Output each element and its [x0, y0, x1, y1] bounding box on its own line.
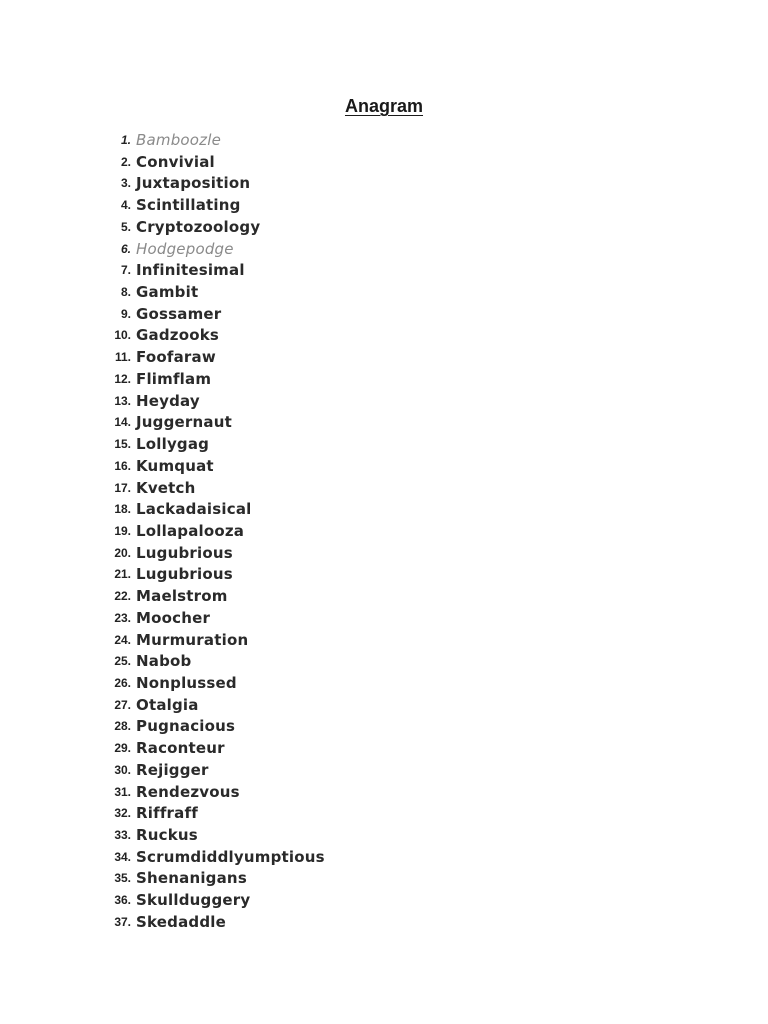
- item-word: Rendezvous: [136, 782, 240, 801]
- item-word: Convivial: [136, 152, 215, 171]
- list-item: [0, 803, 768, 825]
- item-word: Cryptozoology: [136, 217, 261, 236]
- list-item: [0, 673, 768, 695]
- item-number: 25.: [114, 654, 131, 669]
- item-number: 13.: [114, 393, 131, 408]
- item-number: 26.: [114, 675, 131, 690]
- item-word: Kvetch: [136, 478, 196, 497]
- list-item: [0, 912, 768, 934]
- item-number: 22.: [114, 589, 131, 604]
- item-word: Otalgia: [136, 695, 199, 714]
- item-word: Moocher: [136, 608, 211, 627]
- list-item: [0, 760, 768, 782]
- list-item: [0, 825, 768, 847]
- item-number: 29.: [114, 741, 131, 756]
- list-item: [0, 543, 768, 565]
- list-item: [0, 195, 768, 217]
- list-item: [0, 434, 768, 456]
- item-number: 11.: [114, 350, 131, 365]
- item-number: 4.: [120, 198, 131, 213]
- item-word: Lackadaisical: [136, 500, 252, 519]
- list-item: [0, 152, 768, 174]
- item-number: 16.: [114, 458, 131, 473]
- item-word: Nabob: [136, 652, 192, 671]
- list-item: [0, 782, 768, 804]
- list-item: [0, 608, 768, 630]
- list-item: [0, 282, 768, 304]
- item-word: Murmuration: [136, 630, 249, 649]
- list-item: [0, 695, 768, 717]
- item-word: Scintillating: [136, 196, 241, 215]
- list-item: [0, 304, 768, 326]
- item-number: 35.: [114, 871, 131, 886]
- item-word: Pugnacious: [136, 717, 236, 736]
- item-number: 18.: [114, 502, 131, 517]
- item-word: Flimflam: [136, 369, 212, 388]
- list-item: [0, 651, 768, 673]
- list-item: [0, 478, 768, 500]
- item-number: 2.: [120, 154, 131, 169]
- list-item: [0, 369, 768, 391]
- item-word: Foofaraw: [136, 348, 216, 367]
- item-word: Bamboozle: [136, 131, 222, 149]
- item-word: Riffraff: [136, 804, 198, 823]
- item-word: Kumquat: [136, 456, 214, 475]
- item-word: Ruckus: [136, 826, 198, 844]
- item-number: 10.: [114, 328, 131, 343]
- item-word: Lollygag: [136, 435, 210, 454]
- item-number: 20.: [114, 545, 131, 560]
- item-word: Gadzooks: [136, 326, 220, 345]
- item-number: 37.: [114, 914, 131, 929]
- item-number: 23.: [114, 610, 131, 625]
- item-word: Skullduggery: [136, 891, 251, 910]
- item-number: 19.: [114, 523, 131, 538]
- item-number: 6.: [120, 241, 131, 256]
- item-number: 31.: [114, 784, 131, 799]
- list-item: [0, 347, 768, 369]
- item-word: Juggernaut: [136, 413, 232, 432]
- item-number: 5.: [120, 219, 131, 234]
- list-item: [0, 847, 768, 869]
- item-number: 1.: [120, 133, 131, 147]
- item-word: Gossamer: [136, 304, 222, 323]
- item-number: 32.: [114, 806, 131, 821]
- list-item: [0, 564, 768, 586]
- item-word: Maelstrom: [136, 587, 228, 606]
- list-item: [0, 456, 768, 478]
- item-word: Raconteur: [136, 739, 225, 758]
- list-item: [0, 130, 768, 152]
- list-item: [0, 499, 768, 521]
- item-number: 24.: [114, 632, 131, 647]
- list-item: [0, 586, 768, 608]
- item-number: 21.: [114, 567, 131, 582]
- list-item: [0, 890, 768, 912]
- item-word: Nonplussed: [136, 673, 237, 692]
- list-item: [0, 738, 768, 760]
- item-word: Shenanigans: [136, 869, 247, 888]
- item-number: 14.: [114, 415, 131, 430]
- item-word: Skedaddle: [136, 912, 226, 931]
- item-word: Rejigger: [136, 760, 209, 779]
- list-item: [0, 217, 768, 239]
- item-word: Gambit: [136, 283, 199, 302]
- word-list: [0, 130, 768, 934]
- item-word: Lollapalooza: [136, 521, 245, 540]
- item-number: 36.: [114, 893, 131, 908]
- item-number: 15.: [114, 437, 131, 452]
- item-word: Lugubrious: [136, 543, 233, 562]
- item-word: Infinitesimal: [136, 261, 245, 280]
- item-word: Juxtaposition: [136, 174, 251, 193]
- item-number: 34.: [114, 849, 131, 864]
- item-word: Heyday: [136, 391, 200, 410]
- item-number: 12.: [114, 371, 131, 386]
- list-item: [0, 391, 768, 413]
- item-number: 28.: [114, 719, 131, 734]
- list-item: [0, 325, 768, 347]
- list-item: [0, 868, 768, 890]
- list-item: [0, 521, 768, 543]
- item-number: 8.: [120, 285, 131, 300]
- list-item: [0, 239, 768, 261]
- item-word: Scrumdiddlyumptious: [136, 847, 325, 866]
- list-item: [0, 412, 768, 434]
- item-number: 7.: [120, 263, 131, 278]
- item-word: Hodgepodge: [136, 239, 234, 258]
- item-number: 17.: [114, 480, 131, 495]
- page-title: Anagram: [344, 96, 424, 116]
- list-item: [0, 260, 768, 282]
- item-number: 33.: [114, 828, 131, 842]
- item-word: Lugubrious: [136, 565, 233, 584]
- item-number: 27.: [114, 697, 131, 712]
- list-item: [0, 716, 768, 738]
- list-item: [0, 630, 768, 652]
- list-item: [0, 173, 768, 195]
- item-number: 30.: [114, 762, 131, 777]
- item-number: 9.: [120, 306, 131, 321]
- item-number: 3.: [120, 176, 131, 191]
